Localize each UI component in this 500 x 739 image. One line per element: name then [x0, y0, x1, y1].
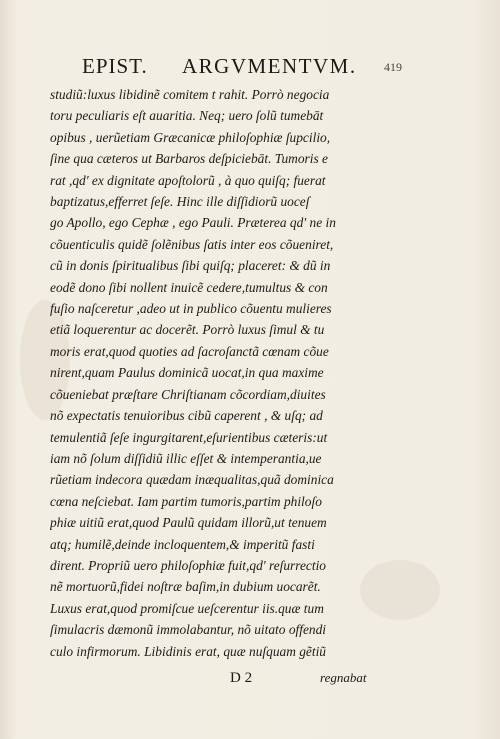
header-left: EPIST. — [82, 54, 148, 78]
text-line: phiæ uitiũ erat,quod Paulũ quidam illorũ,ut tenuem — [50, 515, 327, 531]
text-line: cũ in donis ſpiritualibus ſibi quiſq; placeret: & dũ in — [50, 258, 331, 274]
text-line: eodẽ dono ſibi nollent inuicẽ cedere,tumultus & con — [50, 279, 328, 295]
text-line: cõueniebat præſtare Chriſtianam cõcordiam,diuites — [50, 386, 326, 402]
text-line: culo infirmorum. Libidinis erat, quæ nuſquam gẽtiũ — [50, 643, 327, 659]
text-line: fuſio naſceretur ,adeo ut in publico cõuentu mulieres — [50, 301, 332, 317]
text-line: ſine qua cæteros ut Barbaros deſpiciebāt. Tumoris e — [50, 151, 328, 167]
text-line: iam nõ ſolum diſſidiũ illic eſſet & intemperantia,ue — [50, 450, 322, 466]
text-line: opibus , uerũetiam Græcanicæ philoſophiæ ſupcilio, — [50, 129, 331, 145]
text-line: dirent. Propriũ uero philoſophiæ fuit,qd' reſurrectio — [50, 557, 326, 573]
text-line: go Apollo, ego Cephæ , ego Pauli. Præterea qd' ne in — [50, 215, 336, 231]
text-line: studiũ:luxus libidinẽ comitem t rahit. Porrò negocia — [50, 87, 330, 102]
text-line: moris erat,quod quoties ad ſacroſanctã cœnam cõue — [50, 343, 329, 359]
text-line: rat ,qd' ex dignitate apoſtolorũ , à quo quiſq; fuerat — [50, 172, 326, 188]
signature-mark: D 2 — [230, 670, 253, 686]
text-line: nẽ mortuorũ,fidei noſtræ baſim,in dubium uocarẽt. — [50, 579, 321, 595]
catchword: regnabat — [320, 670, 367, 685]
text-line: ſimulacris dæmonũ immolabantur, nõ uitato offendi — [50, 622, 327, 638]
text-line: nõ expectatis tenuioribus cibũ caperent , & uſq; ad — [50, 408, 323, 424]
text-line: toru peculiaris eſt auaritia. Neq; uero ſolũ tumebāt — [50, 108, 324, 124]
page-footer — [220, 670, 380, 690]
text-line: Luxus erat,quod promiſcue ueſcerentur iis.quæ tum — [50, 600, 324, 616]
text-line: atq; humilẽ,deinde incloquentem,& imperitũ fasti — [50, 536, 315, 552]
text-line: etiã loquerentur ac docerẽt. Porrò luxus ſimul & tu — [50, 322, 325, 338]
text-line: cõuenticulis quidẽ ſolẽnibus ſatis inter eos cõueniret, — [50, 236, 334, 252]
main-text — [50, 84, 386, 662]
running-header — [82, 54, 462, 80]
page-number: 419 — [384, 60, 402, 74]
header-title: ARGVMENTVM. — [182, 54, 357, 78]
text-line: nirent,quam Paulus dominicã uocat,in qua maxime — [50, 365, 324, 381]
text-line: baptizatus,efferret ſeſe. Hinc ille diſſidiorũ uoceſ — [50, 194, 310, 210]
text-line: temulentiã ſeſe ingurgitarent,eſurientibus cæteris:ut — [50, 429, 328, 445]
text-line: cœna neſciebat. Iam partim tumoris,partim philoſo — [50, 493, 322, 509]
text-line: rũetiam indecora quædam inæqualitas,quã dominica — [50, 472, 334, 488]
